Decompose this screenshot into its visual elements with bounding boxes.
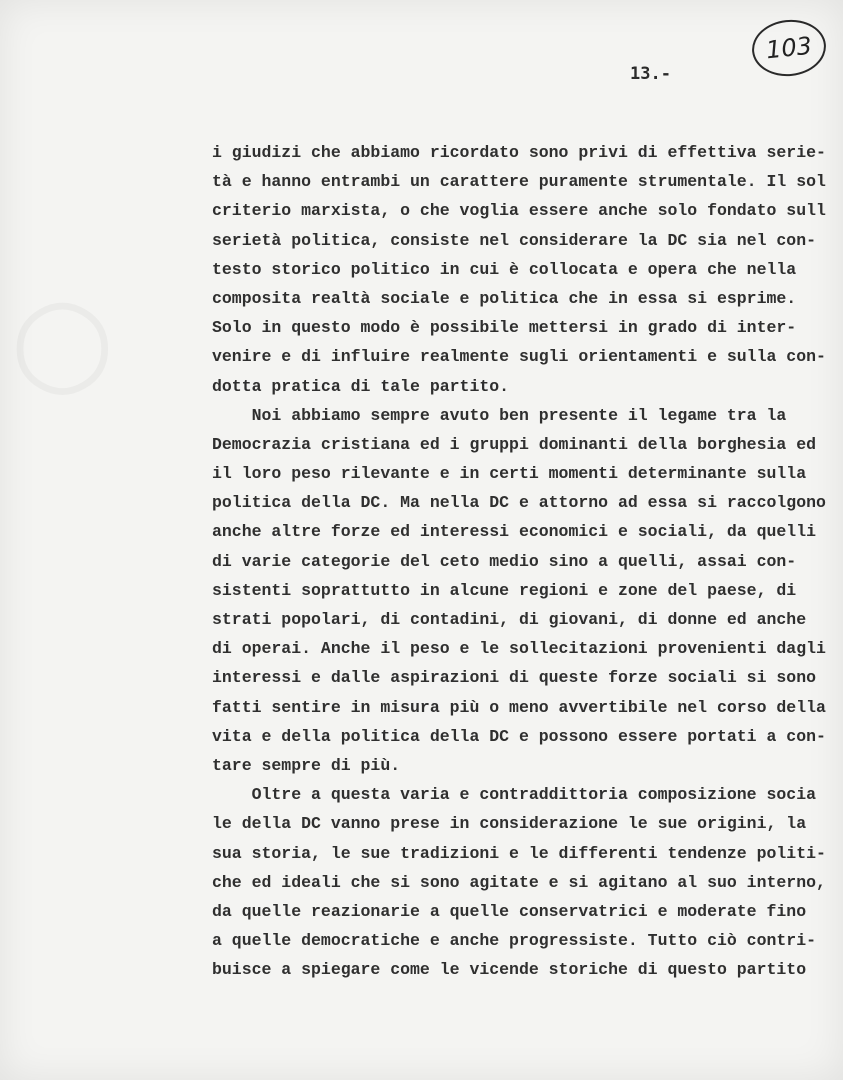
text-line: serietà politica, consiste nel considerare la DC sia nel con-: [212, 230, 816, 250]
text-line: le della DC vanno prese in considerazione le sue origini, la: [212, 814, 807, 834]
text-line: che ed ideali che si sono agitate e si agitano al suo interno,: [212, 872, 826, 892]
text-line: buisce a spiegare come le vicende storiche di questo partito: [212, 960, 807, 980]
typed-page-number: 13.-: [630, 64, 671, 84]
text-line: vita e della politica della DC e possono essere portati a con-: [212, 726, 826, 746]
text-line: criterio marxista, o che voglia essere anche solo fondato sull: [212, 201, 826, 221]
text-line: testo storico politico in cui è collocata e opera che nella: [212, 259, 797, 279]
archive-watermark: [10, 270, 121, 409]
text-line: di operai. Anche il peso e le sollecitazioni provenienti dagli: [212, 639, 826, 659]
text-line: sua storia, le sue tradizioni e le differenti tendenze politi-: [212, 843, 826, 863]
text-line: interessi e dalle aspirazioni di queste forze sociali si sono: [212, 668, 816, 688]
text-line: i giudizi che abbiamo ricordato sono privi di effettiva serie-: [212, 143, 826, 162]
text-line: composita realtà sociale e politica che in essa si esprime.: [212, 288, 797, 308]
text-line: tà e hanno entrambi un carattere puramente strumentale. Il sol: [212, 172, 826, 192]
text-line: Solo in questo modo è possibile mettersi in grado di inter-: [212, 318, 797, 338]
text-line: politica della DC. Ma nella DC e attorno ad essa si raccolgono: [212, 493, 826, 513]
text-line: strati popolari, di contadini, di giovani, di donne ed anche: [212, 610, 807, 629]
text-line: da quelle reazionarie a quelle conservatrici e moderate fino: [212, 901, 807, 921]
text-line: venire e di influire realmente sugli orientamenti e sulla con-: [212, 347, 826, 367]
text-line: anche altre forze ed interessi economici e sociali, da quelli: [212, 522, 816, 542]
handwritten-page-number: [749, 16, 828, 79]
text-line: tare sempre di più.: [212, 755, 401, 775]
text-line: di varie categorie del ceto medio sino a quelli, assai con-: [212, 551, 797, 571]
text-line: fatti sentire in misura più o meno avvertibile nel corso della: [212, 697, 826, 717]
text-line: Noi abbiamo sempre avuto ben presente il legame tra la: [212, 405, 787, 425]
typed-body-text: [212, 138, 837, 984]
text-line: Oltre a questa varia e contraddittoria composizione socia: [212, 785, 816, 805]
text-line: dotta pratica di tale partito.: [212, 376, 510, 396]
text-line: il loro peso rilevante e in certi momenti determinante sulla: [212, 464, 807, 484]
text-line: Democrazia cristiana ed i gruppi dominanti della borghesia ed: [212, 434, 816, 454]
handwritten-page-number-text: 103: [764, 31, 814, 65]
text-line: a quelle democratiche e anche progressiste. Tutto ciò contri-: [212, 931, 816, 951]
text-line: sistenti soprattutto in alcune regioni e zone del paese, di: [212, 580, 797, 600]
